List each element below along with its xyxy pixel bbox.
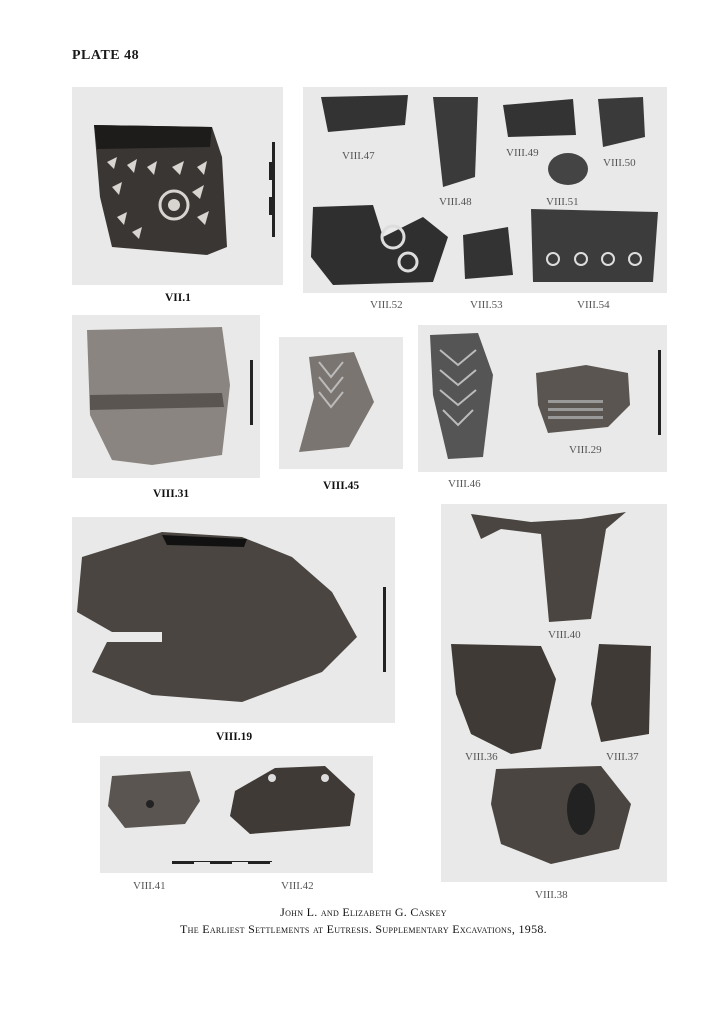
figure-label-viii-52: VIII.52 [370,299,403,311]
figure-label-viii-48: VIII.48 [439,196,472,208]
figure-label-viii-49: VIII.49 [506,147,539,159]
sherds-viii-47-54-image [303,87,667,293]
photo-vii-1 [72,87,283,285]
sherd-viii-31-image [72,315,260,478]
figure-label-viii-19: VIII.19 [216,731,253,743]
photo-viii-47-54 [303,87,667,293]
photo-viii-46-29 [418,325,667,472]
figure-label-viii-45: VIII.45 [323,480,360,492]
figure-label-viii-38: VIII.38 [535,889,568,901]
figure-label-viii-51: VIII.51 [546,196,579,208]
figure-label-viii-40: VIII.40 [548,629,581,641]
figure-label-viii-42: VIII.42 [281,880,314,892]
photo-viii-31 [72,315,260,478]
sherds-viii-41-42-image [100,756,373,873]
figure-label-viii-50: VIII.50 [603,157,636,169]
sherd-vii-1-image [72,87,283,285]
figure-label-vii-1: VII.1 [165,292,191,304]
figure-label-viii-37: VIII.37 [606,751,639,763]
footer-title: The Earliest Settlements at Eutresis. Supplementary Excavations, 1958. [180,922,547,936]
plate-title: PLATE 48 [72,48,140,63]
figure-label-viii-53: VIII.53 [470,299,503,311]
figure-label-viii-47: VIII.47 [342,150,375,162]
sherd-viii-45-image [279,337,403,469]
sherd-viii-19-image [72,517,395,723]
footer-authors: John L. and Elizabeth G. Caskey [280,905,447,919]
photo-viii-45 [279,337,403,469]
figure-label-viii-31: VIII.31 [153,488,190,500]
figure-label-viii-29: VIII.29 [569,444,602,456]
figure-label-viii-46: VIII.46 [448,478,481,490]
photo-viii-19 [72,517,395,723]
photo-viii-40-36-37-38 [441,504,667,882]
figure-label-viii-54: VIII.54 [577,299,610,311]
sherds-viii-40-36-37-38-image [441,504,667,882]
figure-label-viii-41: VIII.41 [133,880,166,892]
sherds-viii-46-29-image [418,325,667,472]
figure-label-viii-36: VIII.36 [465,751,498,763]
photo-viii-41-42 [100,756,373,873]
